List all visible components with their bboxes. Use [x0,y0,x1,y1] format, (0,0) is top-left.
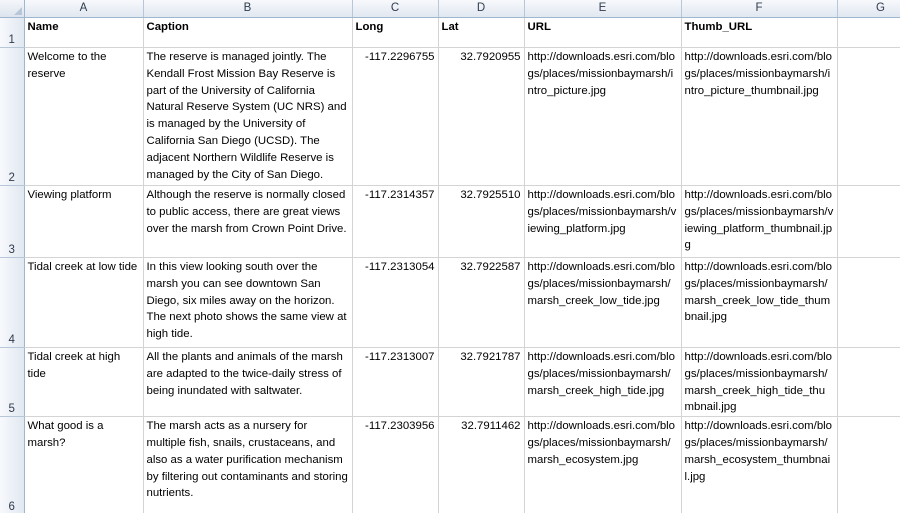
cell-thumb-url[interactable]: http://downloads.esri.com/blogs/places/missionbaymarsh/viewing_platform_thumbnail.jpg [681,186,837,258]
cell-thumb-url[interactable]: http://downloads.esri.com/blogs/places/missionbaymarsh/marsh_ecosystem_thumbnail.jpg [681,417,837,513]
cell-url[interactable]: http://downloads.esri.com/blogs/places/missionbaymarsh/marsh_ecosystem.jpg [524,417,681,513]
cell-g[interactable] [837,18,900,48]
cell-g[interactable] [837,186,900,258]
cell-lat[interactable]: 32.7911462 [438,417,524,513]
cell-g[interactable] [837,417,900,513]
table-row [0,186,900,258]
row-header[interactable]: 6 [0,417,24,513]
cell-url[interactable]: http://downloads.esri.com/blogs/places/missionbaymarsh/marsh_creek_low_tide.jpg [524,258,681,348]
cell-name[interactable]: What good is a marsh? [24,417,143,513]
column-header-g[interactable]: G [837,0,900,18]
cell-name[interactable]: Viewing platform [24,186,143,258]
cell-name[interactable]: Tidal creek at low tide [24,258,143,348]
cell-caption[interactable]: The marsh acts as a nursery for multiple fish, snails, crustaceans, and also as a water purification mechanism by filtering out contaminants and storing nutrients. [143,417,352,513]
cell-url[interactable]: http://downloads.esri.com/blogs/places/missionbaymarsh/intro_picture.jpg [524,48,681,186]
cell-caption-header[interactable]: Caption [143,18,352,48]
cell-thumb-url[interactable]: http://downloads.esri.com/blogs/places/missionbaymarsh/intro_picture_thumbnail.jpg [681,48,837,186]
row-header[interactable]: 3 [0,186,24,258]
cell-caption[interactable]: All the plants and animals of the marsh are adapted to the twice-daily stress of being inundated with saltwater. [143,348,352,417]
cell-lat[interactable]: 32.7921787 [438,348,524,417]
cell-long[interactable]: -117.2296755 [352,48,438,186]
cell-url[interactable]: http://downloads.esri.com/blogs/places/missionbaymarsh/viewing_platform.jpg [524,186,681,258]
cell-caption[interactable]: The reserve is managed jointly. The Kendall Frost Mission Bay Reserve is part of the University of California Natural Reserve System (UC NRS) and is managed by the University of California San Diego (UCSD). The adjacent Northern Wildlife Reserve is managed by the City of San Diego. [143,48,352,186]
table-row [0,48,900,186]
table-row [0,417,900,513]
row-header[interactable]: 2 [0,48,24,186]
column-header-f[interactable]: F [681,0,837,18]
cell-lat[interactable]: 32.7925510 [438,186,524,258]
table-row [0,348,900,417]
cell-url-header[interactable]: URL [524,18,681,48]
cell-name-header[interactable]: Name [24,18,143,48]
row-header[interactable]: 1 [0,18,24,48]
cell-name[interactable]: Tidal creek at high tide [24,348,143,417]
cell-long[interactable]: -117.2314357 [352,186,438,258]
column-header-b[interactable]: B [143,0,352,18]
cell-caption[interactable]: Although the reserve is normally closed to public access, there are great views over the marsh from Crown Point Drive. [143,186,352,258]
cell-thumb-url[interactable]: http://downloads.esri.com/blogs/places/missionbaymarsh/marsh_creek_high_tide_thumbnail.jpg [681,348,837,417]
cell-long[interactable]: -117.2303956 [352,417,438,513]
cell-thumb-url[interactable]: http://downloads.esri.com/blogs/places/missionbaymarsh/marsh_creek_low_tide_thumbnail.jpg [681,258,837,348]
cell-caption[interactable]: In this view looking south over the marsh you can see downtown San Diego, six miles away on the horizon. The next photo shows the same view at high tide. [143,258,352,348]
row-header[interactable]: 4 [0,258,24,348]
cell-lat-header[interactable]: Lat [438,18,524,48]
cell-url[interactable]: http://downloads.esri.com/blogs/places/missionbaymarsh/marsh_creek_high_tide.jpg [524,348,681,417]
column-header-d[interactable]: D [438,0,524,18]
cell-lat[interactable]: 32.7920955 [438,48,524,186]
column-header-e[interactable]: E [524,0,681,18]
column-header-a[interactable]: A [24,0,143,18]
column-header-c[interactable]: C [352,0,438,18]
cell-g[interactable] [837,258,900,348]
row-header[interactable]: 5 [0,348,24,417]
select-all-corner[interactable] [0,0,24,18]
table-row [0,258,900,348]
cell-thumb-url-header[interactable]: Thumb_URL [681,18,837,48]
cell-g[interactable] [837,348,900,417]
table-row [0,18,900,48]
cell-long-header[interactable]: Long [352,18,438,48]
cell-long[interactable]: -117.2313054 [352,258,438,348]
cell-name[interactable]: Welcome to the reserve [24,48,143,186]
select-all-triangle [14,7,22,15]
cell-g[interactable] [837,48,900,186]
cell-lat[interactable]: 32.7922587 [438,258,524,348]
cell-long[interactable]: -117.2313007 [352,348,438,417]
